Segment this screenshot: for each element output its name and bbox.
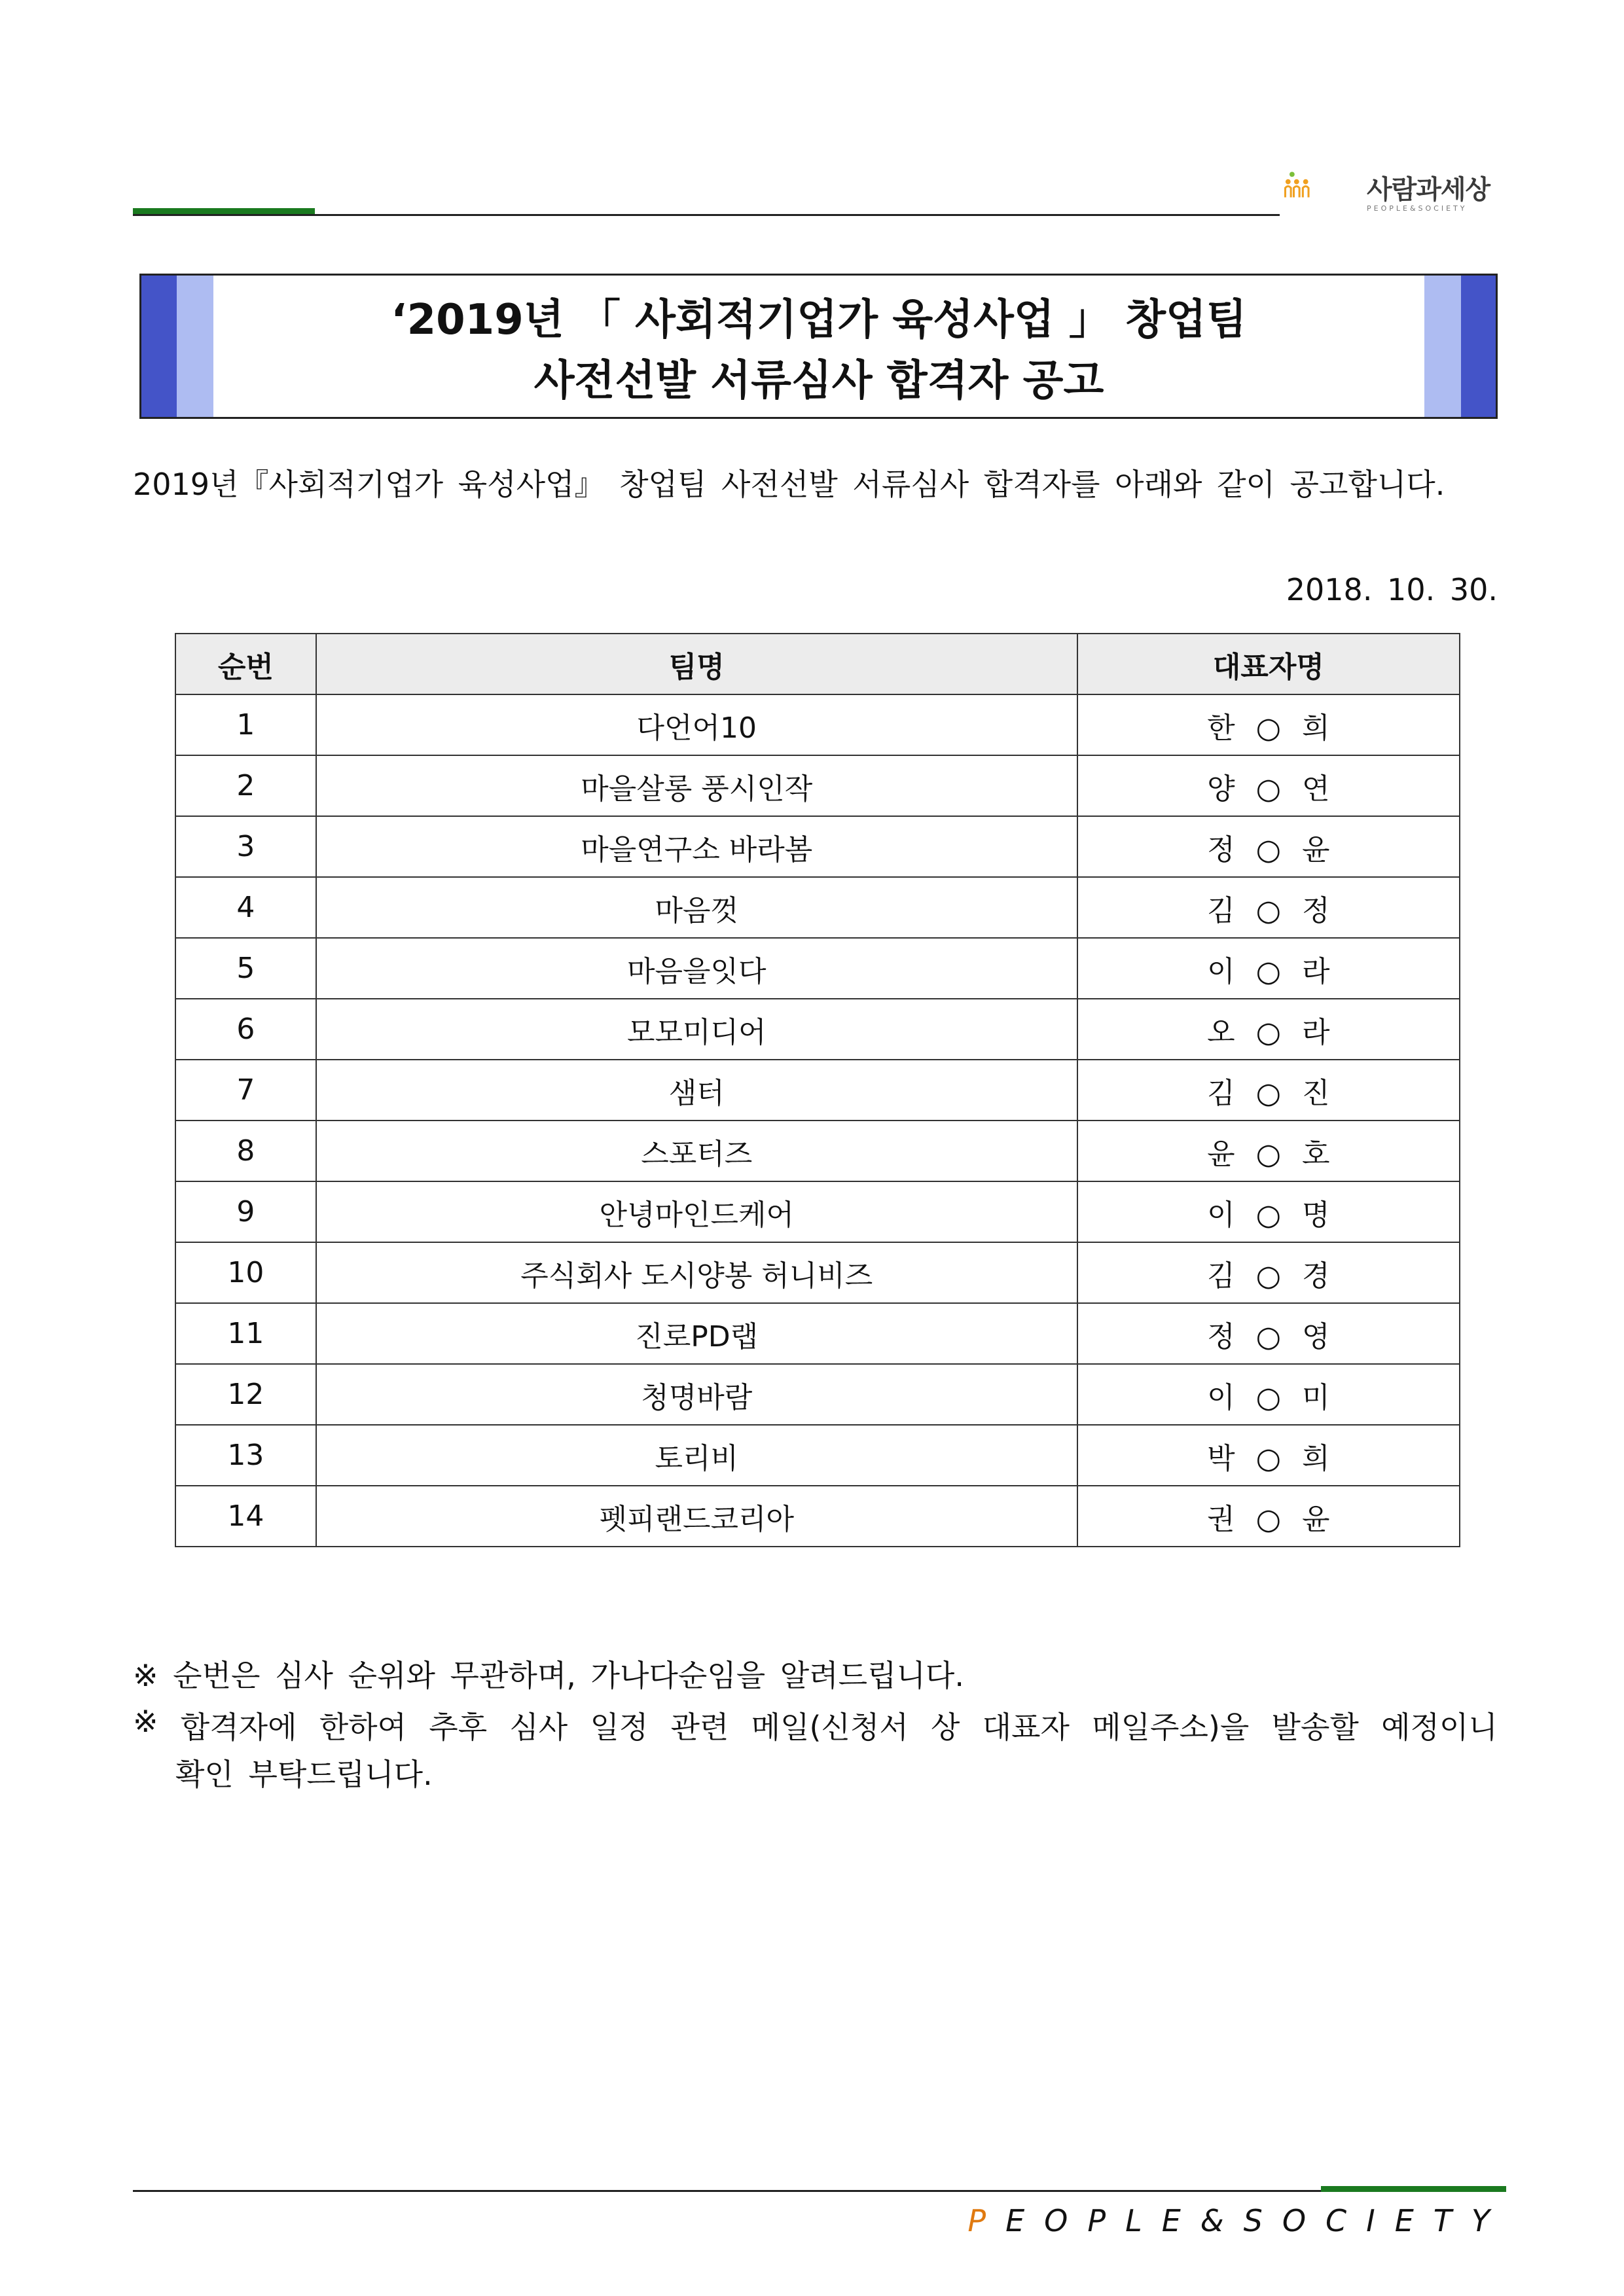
footer-brand-rest: EOPLE&SOCIETY: [1005, 2203, 1509, 2238]
row-representative: 이 ○ 명: [1077, 1181, 1460, 1242]
table-body: [175, 694, 1460, 1547]
table-row: [175, 999, 1460, 1060]
note-word: 메일(신청서: [751, 1710, 909, 1745]
note-word: 대표자: [982, 1710, 1070, 1745]
row-team-name: 마음껏: [316, 877, 1077, 938]
table-row: [175, 816, 1460, 877]
header-team-name: 팀명: [316, 634, 1077, 694]
note-word: ※: [133, 1704, 158, 1739]
title-bar-dark-left: [141, 276, 177, 417]
row-team-name: 안녕마인드케어: [316, 1181, 1077, 1242]
header-number: 순번: [175, 634, 316, 694]
note-word: 예정이니: [1381, 1710, 1498, 1745]
row-representative: 정 ○ 영: [1077, 1303, 1460, 1364]
note-word: 관련: [670, 1710, 729, 1745]
note-word: 일정: [590, 1710, 649, 1745]
row-team-name: 샘터: [316, 1060, 1077, 1121]
footer-brand-initial: P: [967, 2203, 1006, 2238]
table-row: [175, 1181, 1460, 1242]
row-team-name: 다언어10: [316, 694, 1077, 755]
row-number: 1: [175, 694, 316, 755]
header-representative: 대표자명: [1077, 634, 1460, 694]
row-team-name: 마을살롱 풍시인작: [316, 755, 1077, 816]
logo-people-icon: [1283, 152, 1368, 217]
announcement-date: 2018. 10. 30.: [1286, 572, 1498, 607]
note-email: [133, 1704, 1498, 1747]
row-representative: 김 ○ 진: [1077, 1060, 1460, 1121]
header-rule: [133, 214, 1280, 216]
footer-accent-bar: [1321, 2186, 1506, 2192]
row-number: 13: [175, 1425, 316, 1486]
row-team-name: 모모미디어: [316, 999, 1077, 1060]
row-team-name: 청명바람: [316, 1364, 1077, 1425]
table-row: [175, 1242, 1460, 1303]
row-representative: 오 ○ 라: [1077, 999, 1460, 1060]
row-number: 3: [175, 816, 316, 877]
table-row: [175, 1364, 1460, 1425]
row-representative: 양 ○ 연: [1077, 755, 1460, 816]
table-row: [175, 1121, 1460, 1181]
footer-brand: [967, 2203, 1509, 2238]
table-row: [175, 877, 1460, 938]
table-header-row: [175, 634, 1460, 694]
note-email-continued: 확인 부탁드립니다.: [175, 1757, 433, 1792]
page-title-line-2: 사전선발 서류심사 합격자 공고: [533, 357, 1104, 405]
row-number: 11: [175, 1303, 316, 1364]
row-number: 7: [175, 1060, 316, 1121]
note-word: 심사: [509, 1710, 568, 1745]
row-team-name: 주식회사 도시양봉 허니비즈: [316, 1242, 1077, 1303]
note-order: ※ 순번은 심사 순위와 무관하며, 가나다순임을 알려드립니다.: [133, 1658, 964, 1693]
results-table: [175, 633, 1460, 1547]
row-number: 2: [175, 755, 316, 816]
row-team-name: 펫피랜드코리아: [316, 1486, 1077, 1547]
note-word: 합격자에: [180, 1710, 297, 1745]
row-number: 14: [175, 1486, 316, 1547]
row-representative: 한 ○ 희: [1077, 694, 1460, 755]
row-representative: 박 ○ 희: [1077, 1425, 1460, 1486]
row-representative: 이 ○ 미: [1077, 1364, 1460, 1425]
table-row: [175, 1060, 1460, 1121]
row-number: 9: [175, 1181, 316, 1242]
row-number: 5: [175, 938, 316, 999]
row-number: 12: [175, 1364, 316, 1425]
row-team-name: 마음을잇다: [316, 938, 1077, 999]
table-row: [175, 1303, 1460, 1364]
note-word: 추후: [429, 1710, 488, 1745]
row-team-name: 마을연구소 바라봄: [316, 816, 1077, 877]
title-bar-light-left: [177, 276, 213, 417]
row-representative: 권 ○ 윤: [1077, 1486, 1460, 1547]
row-number: 4: [175, 877, 316, 938]
note-word: 발송할: [1271, 1710, 1359, 1745]
note-word: 한하여: [319, 1710, 407, 1745]
row-number: 10: [175, 1242, 316, 1303]
logo-text: 사람과세상: [1367, 175, 1490, 205]
row-representative: 이 ○ 라: [1077, 938, 1460, 999]
row-number: 6: [175, 999, 316, 1060]
table-row: [175, 694, 1460, 755]
title-bar-light-right: [1424, 276, 1461, 417]
logo-subtext: PEOPLE&SOCIETY: [1367, 204, 1468, 213]
table-row: [175, 755, 1460, 816]
footer-rule: [133, 2190, 1321, 2192]
row-team-name: 스포터즈: [316, 1121, 1077, 1181]
row-representative: 정 ○ 윤: [1077, 816, 1460, 877]
table-row: [175, 1425, 1460, 1486]
row-representative: 김 ○ 정: [1077, 877, 1460, 938]
note-word: 상: [931, 1710, 960, 1745]
intro-text: 2019년『사회적기업가 육성사업』 창업팀 사전선발 서류심사 합격자를 아래와 같이 공고합니다.: [133, 467, 1445, 502]
row-team-name: 토리비: [316, 1425, 1077, 1486]
row-team-name: 진로PD랩: [316, 1303, 1077, 1364]
row-representative: 윤 ○ 호: [1077, 1121, 1460, 1181]
title-bar-dark-right: [1461, 276, 1496, 417]
page-title-line-1: ‘2019년 「 사회적기업가 육성사업 」 창업팀: [391, 296, 1247, 344]
note-word: 메일주소)을: [1092, 1710, 1250, 1745]
row-representative: 김 ○ 경: [1077, 1242, 1460, 1303]
header-accent-bar: [133, 208, 315, 214]
table-row: [175, 1486, 1460, 1547]
table-row: [175, 938, 1460, 999]
row-number: 8: [175, 1121, 316, 1181]
